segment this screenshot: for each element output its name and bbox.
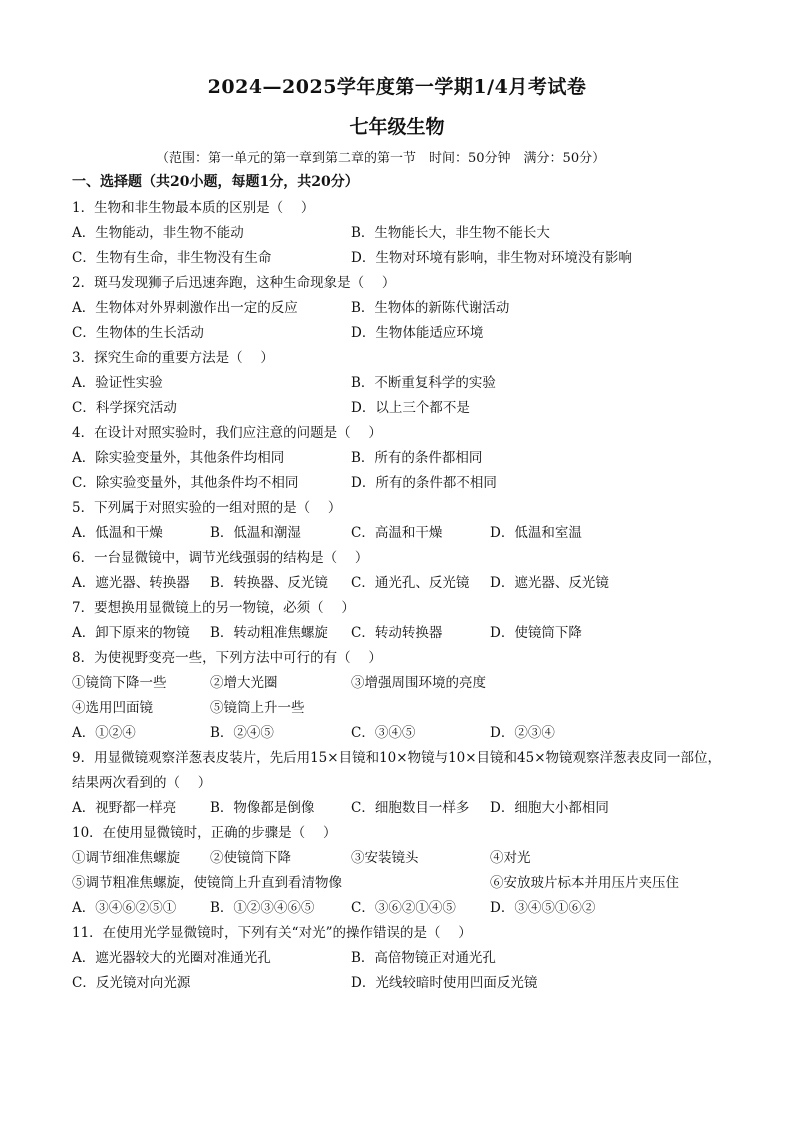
question-stem: 7．要想换用显微镜上的另一物镜，必须（ ）	[72, 600, 355, 616]
exam-subtitle: 七年级生物	[349, 116, 445, 138]
option-d: D．细胞大小都相同	[490, 800, 609, 816]
question-stem: 2．斑马发现狮子后迅速奔跑，这种生命现象是（ ）	[72, 275, 396, 291]
question-stem: 8．为使视野变亮一些，下列方法中可行的有（ ）	[72, 650, 382, 666]
option-a: A．生物能动，非生物不能动	[72, 225, 244, 241]
option-d: D．所有的条件都不相同	[351, 475, 497, 491]
option-d: D．遮光器、反光镜	[490, 575, 609, 591]
option-c: C．高温和干燥	[351, 525, 443, 541]
option-a: A．视野都一样亮	[72, 800, 177, 816]
option-c: C．反光镜对向光源	[72, 975, 191, 991]
question-list	[72, 196, 722, 996]
option-a: A．遮光器较大的光圈对准通光孔	[72, 950, 271, 966]
option-b: B．物像都是倒像	[210, 800, 315, 816]
option-c: C．除实验变量外，其他条件均不相同	[72, 475, 299, 491]
option-d: D．使镜筒下降	[490, 625, 582, 641]
question-stem: 10．在使用显微镜时，正确的步骤是（ ）	[72, 825, 337, 841]
option-a: A．①②④	[72, 725, 136, 741]
statement-2: ②增大光圈	[210, 675, 278, 691]
statement-5: ⑤镜筒上升一些	[210, 700, 305, 716]
statement-5: ⑤调节粗准焦螺旋，使镜筒上升直到看清物像	[72, 875, 342, 891]
option-c: C．生物有生命，非生物没有生命	[72, 250, 272, 266]
question-stem: 11．在使用光学显微镜时，下列有关“对光”的操作错误的是（ ）	[72, 925, 472, 941]
option-a: A．卸下原来的物镜	[72, 625, 190, 641]
option-b: B．②④⑤	[210, 725, 274, 741]
option-d: D．生物对环境有影响，非生物对环境没有影响	[351, 250, 632, 266]
option-b: B．生物能长大，非生物不能长大	[351, 225, 550, 241]
statement-4: ④选用凹面镜	[72, 700, 153, 716]
option-d: D．生物体能适应环境	[351, 325, 484, 341]
statement-1: ①调节细准焦螺旋	[72, 850, 180, 866]
option-a: A．生物体对外界刺激作出一定的反应	[72, 300, 298, 316]
option-c: C．③④⑤	[351, 725, 416, 741]
statement-4: ④对光	[490, 850, 531, 866]
question-stem: 9．用显微镜观察洋葱表皮装片，先后用15×目镜和10×物镜与10×目镜和45×物镜观察洋葱表皮同一部位，结果两次看到的（ ）	[72, 750, 722, 791]
option-a: A．验证性实验	[72, 375, 163, 391]
question-stem: 4．在设计对照实验时，我们应注意的问题是（ ）	[72, 425, 382, 441]
exam-title: 2024—2025学年度第一学期1/4月考试卷	[207, 76, 587, 98]
option-b: B．转动粗准焦螺旋	[210, 625, 328, 641]
question-stem: 6．一台显微镜中，调节光线强弱的结构是（ ）	[72, 550, 369, 566]
option-b: B．所有的条件都相同	[351, 450, 483, 466]
option-c: C．③⑥②①④⑤	[351, 900, 456, 916]
option-d: D．低温和室温	[490, 525, 582, 541]
option-c: C．细胞数目一样多	[351, 800, 470, 816]
statement-2: ②使镜筒下降	[210, 850, 291, 866]
question-stem: 3．探究生命的重要方法是（ ）	[72, 350, 274, 366]
option-a: A．低温和干燥	[72, 525, 163, 541]
option-b: B．转换器、反光镜	[210, 575, 328, 591]
option-d: D．光线较暗时使用凹面反光镜	[351, 975, 538, 991]
statement-6: ⑥安放玻片标本并用压片夹压住	[490, 875, 679, 891]
option-c: C．科学探究活动	[72, 400, 177, 416]
statement-1: ①镜筒下降一些	[72, 675, 167, 691]
option-b: B．①②③④⑥⑤	[210, 900, 315, 916]
option-d: D．②③④	[490, 725, 555, 741]
statement-3: ③安装镜头	[351, 850, 419, 866]
option-d: D．③④⑤①⑥②	[490, 900, 596, 916]
option-a: A．遮光器、转换器	[72, 575, 190, 591]
option-d: D．以上三个都不是	[351, 400, 470, 416]
question-stem: 1．生物和非生物最本质的区别是（ ）	[72, 200, 315, 216]
option-a: A．除实验变量外，其他条件均相同	[72, 450, 285, 466]
option-c: C．通光孔、反光镜	[351, 575, 470, 591]
option-b: B．低温和潮湿	[210, 525, 301, 541]
section-heading: 一、选择题（共20小题，每题1分，共20分）	[72, 174, 359, 190]
question-stem: 5．下列属于对照实验的一组对照的是（ ）	[72, 500, 342, 516]
option-c: C．转动转换器	[351, 625, 443, 641]
exam-scope: （范围：第一单元的第一章到第二章的第一节 时间：50分钟 满分：50分）	[156, 151, 606, 166]
option-b: B．高倍物镜正对通光孔	[351, 950, 496, 966]
option-c: C．生物体的生长活动	[72, 325, 204, 341]
option-a: A．③④⑥②⑤①	[72, 900, 177, 916]
option-b: B．不断重复科学的实验	[351, 375, 496, 391]
statement-3: ③增强周围环境的亮度	[351, 675, 486, 691]
option-b: B．生物体的新陈代谢活动	[351, 300, 510, 316]
